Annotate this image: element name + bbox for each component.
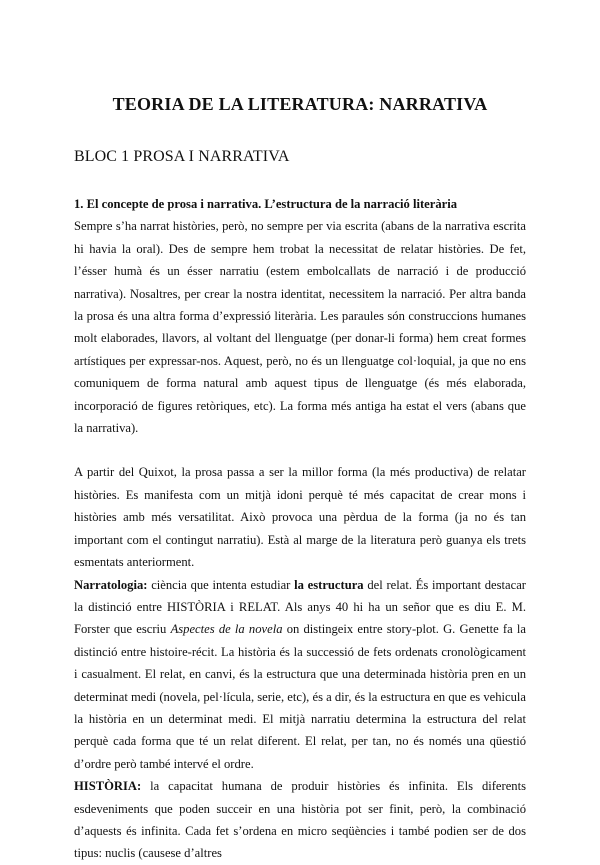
narratologia-paragraph [74,574,526,776]
book-title: Aspectes de la novela [170,622,283,637]
section-heading: 1. El concepte de prosa i narrativa. L’estructura de la narració literària [74,197,457,211]
narratologia-text-2: del relat. És important destacar la distinció entre HISTÒRIA i RELAT. Als anys 40 hi ha un señor que es diu E. M. Forster que escriu [74,577,526,637]
narratologia-text-3: on distingeix entre story-plot. G. Genette fa la distinció entre histoire-récit. La història és la successió de fets ordenats cronològicament i casualment. El relat, en canvi, és la estructura que una determinada història pren en un determinat medi (novela, pel·lícula, serie, etc), és a dir, és la estructura en que es vehicula la història en un determinat medi. El mitjà narratiu determina la estructura del relat perquè cada forma que té un relat diferent. El relat, per tan, no és només una qüestió d’ordre però també intervé el ordre. [74,622,526,771]
narratologia-term: Narratologia: [74,577,148,592]
historia-term: HISTÒRIA: [74,779,142,794]
paragraph-spacer [74,439,526,461]
document-title: TEORIA DE LA LITERATURA: NARRATIVA [112,94,488,114]
narratologia-emphasis: la estructura [294,577,364,592]
narratologia-text-1: ciència que intenta estudiar [147,577,295,592]
historia-paragraph [74,775,526,865]
bloc-heading: BLOC 1 PROSA I NARRATIVA [74,148,290,165]
historia-text: la capacitat humana de produir històries és infinita. Els diferents esdeveniments que poden succeir en una història pot ser finit, però, la combinació d’aquests és infinita. Cada fet s’ordena en micro seqüències i també podien ser de dos tipus: nuclis (causese d’altres [74,779,526,861]
paragraph-2: A partir del Quixot, la prosa passa a ser la millor forma (la més productiva) de relatar històries. Es manifesta com un mitjà idoni perquè té més capacitat de crear mons i històries amb més versatilitat. Això provoca una pèrdua de la forma (ja no és tan important com el contingut narratiu). Està al marge de la literatura però guanya els trets esmentats anteriorment. [74,465,526,570]
paragraph-1: Sempre s’ha narrat històries, però, no sempre per via escrita (abans de la narrativa escrita hi havia la oral). Des de sempre hem trobat la necessitat de relatar històries. De fet, l’ésser humà és un ésser narratiu (estem embolcallats de narració i de producció narrativa). Nosaltres, per crear la nostra identitat, necessitem la narració. Per altra banda la prosa és una altra forma d’expressió literària. Les paraules són construccions humanes molt elaborades, llavors, al voltant del llenguatge (per donar-li forma) hem creat formes artístiques per expressar-nos. Aquest, però, no és un llenguatge col·loquial, ja que no ens comuniquem de forma natural amb aquest tipus de llenguatge (és més elaborada, incorporació de figures retòriques, etc). La forma més antiga ha estat el vers (abans que la narrativa). [74,219,526,436]
document-body [74,193,526,865]
